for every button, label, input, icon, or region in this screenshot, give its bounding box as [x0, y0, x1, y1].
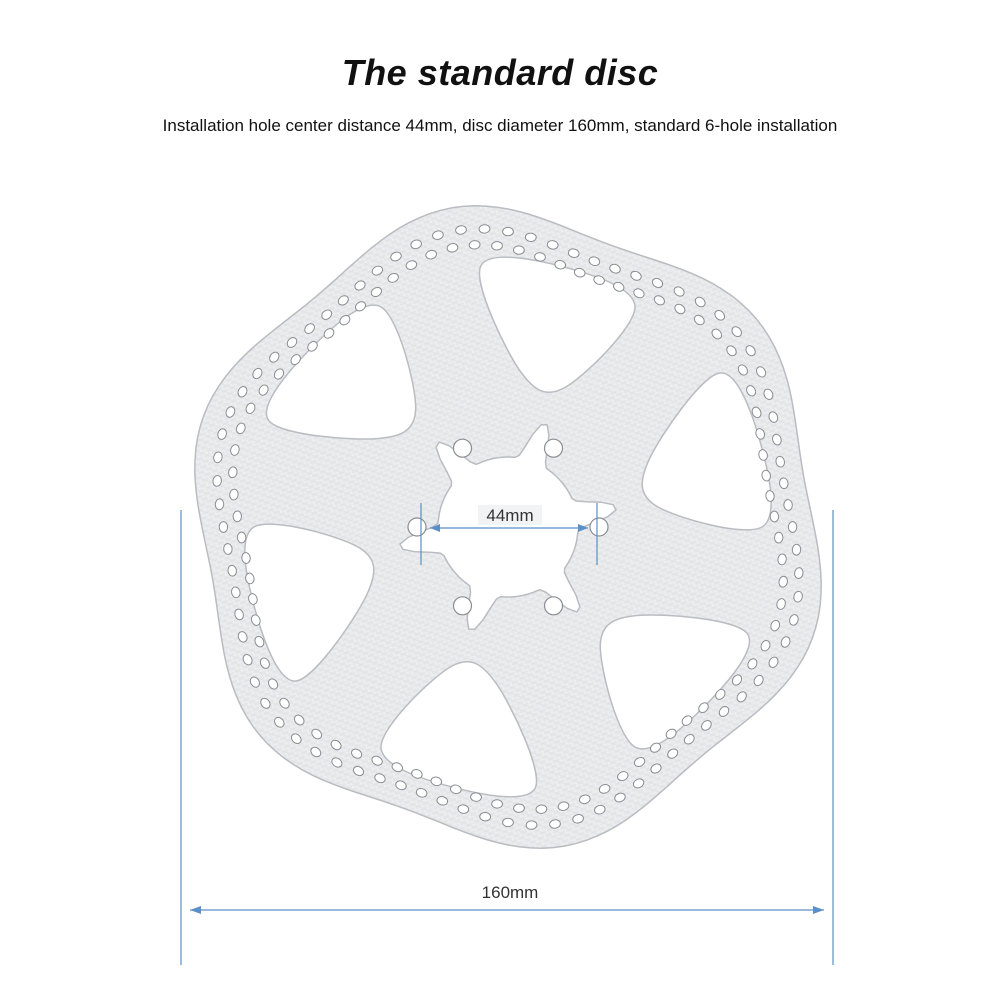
ventilation-hole — [237, 532, 246, 543]
bolt-hole — [590, 518, 608, 536]
hole-distance-dimension — [421, 503, 597, 565]
ventilation-hole — [783, 499, 792, 510]
ventilation-hole — [770, 511, 779, 522]
hole-distance-label: 44mm — [486, 506, 534, 525]
ventilation-hole — [233, 511, 242, 522]
bolt-hole — [545, 597, 563, 615]
bolt-hole — [545, 439, 563, 457]
diameter-label: 160mm — [481, 883, 539, 902]
ventilation-hole — [774, 532, 783, 543]
ventilation-hole — [479, 224, 490, 233]
ventilation-hole — [479, 812, 490, 821]
ventilation-hole — [215, 499, 224, 510]
bolt-hole — [408, 518, 426, 536]
arrowhead-left-icon — [190, 906, 201, 914]
page-subtitle: Installation hole center distance 44mm, disc diameter 160mm, standard 6-hole installation — [162, 116, 838, 135]
rotor-outer-ring — [195, 206, 821, 848]
ventilation-hole — [223, 543, 232, 554]
ventilation-hole — [492, 799, 503, 808]
ventilation-hole — [526, 820, 537, 829]
page-title: The standard disc — [341, 52, 659, 93]
ventilation-hole — [792, 544, 801, 555]
ventilation-hole — [513, 246, 524, 255]
ventilation-hole — [503, 818, 514, 826]
ventilation-hole — [788, 522, 796, 533]
ventilation-hole — [219, 522, 227, 533]
ventilation-hole — [525, 233, 536, 242]
ventilation-hole — [503, 227, 514, 235]
disc-rotor-shape — [195, 206, 821, 848]
bolt-hole — [454, 597, 472, 615]
ventilation-hole — [513, 804, 524, 813]
ventilation-hole — [491, 241, 502, 250]
arrowhead-right-icon — [813, 906, 824, 914]
bolt-hole — [454, 439, 472, 457]
